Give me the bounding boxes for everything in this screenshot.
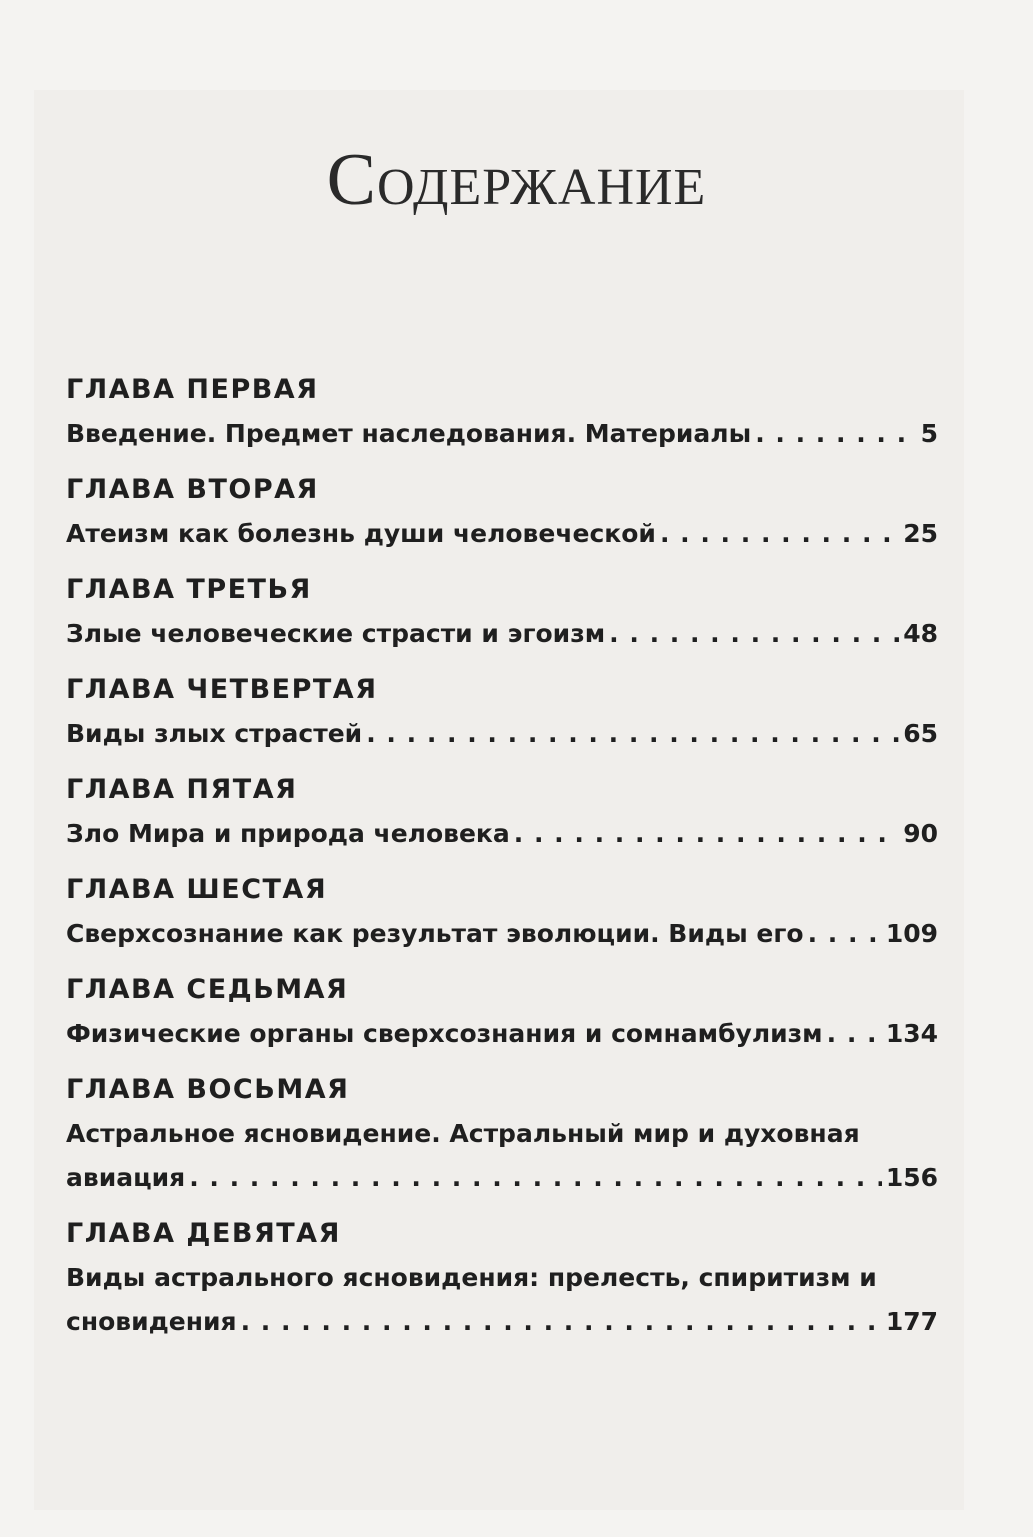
page-number: 109: [885, 919, 938, 948]
chapter-heading: ГЛАВА СЕДЬМАЯ: [66, 974, 349, 1005]
page-number: 177: [885, 1307, 938, 1336]
toc-entry[interactable]: [66, 1112, 938, 1200]
page-number: 48: [903, 619, 938, 648]
dot-leader: [241, 1300, 882, 1344]
page-number: 90: [903, 819, 938, 848]
chapter-8: [66, 1068, 938, 1200]
page-number: 65: [903, 719, 938, 748]
chapter-4: [66, 668, 938, 756]
entry-title-line-2: авиация: [66, 1163, 186, 1192]
page-number: 5: [920, 419, 938, 448]
dot-leader: [189, 1156, 882, 1200]
chapter-5: [66, 768, 938, 856]
toc-entry[interactable]: [66, 612, 938, 656]
chapter-6: [66, 868, 938, 956]
toc-entry[interactable]: [66, 1256, 938, 1344]
toc-entry[interactable]: [66, 912, 938, 956]
dot-leader: [808, 912, 882, 956]
entry-title: Зло Мира и природа человека: [66, 819, 510, 848]
entry-title-line-2: сновидения: [66, 1307, 237, 1336]
chapter-heading: ГЛАВА ПЕРВАЯ: [66, 374, 319, 405]
entry-title: Сверхсознание как результат эволюции. Виды его: [66, 919, 804, 948]
entry-title-line-1: Астральное ясновидение. Астральный мир и духовная: [66, 1119, 860, 1148]
chapter-2: [66, 468, 938, 556]
chapter-heading: ГЛАВА ДЕВЯТАЯ: [66, 1218, 341, 1249]
chapter-heading: ГЛАВА ТРЕТЬЯ: [66, 574, 312, 605]
table-of-contents: [66, 368, 938, 1356]
entry-title-line-1: Виды астрального ясновидения: прелесть, спиритизм и: [66, 1263, 877, 1292]
page-number: 134: [885, 1019, 938, 1048]
toc-entry[interactable]: [66, 712, 938, 756]
page-number: 156: [885, 1163, 938, 1192]
dot-leader: [609, 612, 899, 656]
chapter-heading: ГЛАВА ВОСЬМАЯ: [66, 1074, 350, 1105]
dot-leader: [660, 512, 899, 556]
chapter-3: [66, 568, 938, 656]
dot-leader: [514, 812, 899, 856]
entry-title: Виды злых страстей: [66, 719, 363, 748]
chapter-7: [66, 968, 938, 1056]
chapter-9: [66, 1212, 938, 1344]
entry-title: Физические органы сверхсознания и сомнамбулизм: [66, 1019, 823, 1048]
page-number: 25: [903, 519, 938, 548]
chapter-heading: ГЛАВА ЧЕТВЕРТАЯ: [66, 674, 378, 705]
dot-leader: [827, 1012, 882, 1056]
toc-entry[interactable]: [66, 1012, 938, 1056]
toc-entry[interactable]: [66, 812, 938, 856]
chapter-heading: ГЛАВА ВТОРАЯ: [66, 474, 319, 505]
entry-title: Введение. Предмет наследования. Материалы: [66, 419, 752, 448]
chapter-heading: ГЛАВА ПЯТАЯ: [66, 774, 298, 805]
chapter-1: [66, 368, 938, 456]
page-title: Содержание: [326, 139, 707, 221]
dot-leader: [755, 412, 916, 456]
entry-title: Атеизм как болезнь души человеческой: [66, 519, 656, 548]
entry-title: Злые человеческие страсти и эгоизм: [66, 619, 606, 648]
dot-leader: [366, 712, 899, 756]
toc-entry[interactable]: [66, 512, 938, 556]
toc-entry[interactable]: [66, 412, 938, 456]
chapter-heading: ГЛАВА ШЕСТАЯ: [66, 874, 328, 905]
